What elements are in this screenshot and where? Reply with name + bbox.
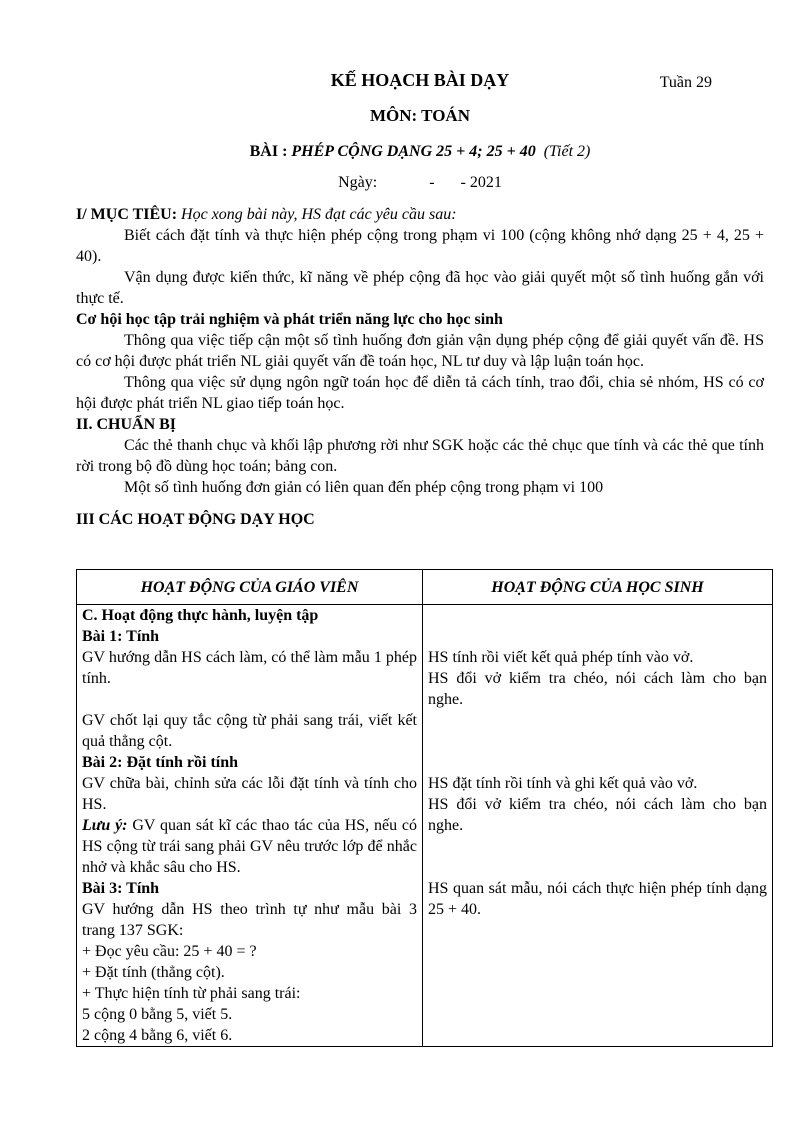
note-text: GV quan sát kĩ các thao tác của HS, nếu có HS cộng từ trái sang phải GV nêu trước lớp để nhắc nhở và khắc sâu cho HS. — [82, 817, 418, 876]
student-step: HS đổi vở kiểm tra chéo, nói cách làm cho bạn nghe. — [428, 670, 767, 708]
practice-heading: C. Hoạt động thực hành, luyện tập — [82, 607, 319, 624]
teacher-step: + Thực hiện tính từ phải sang trái: — [82, 985, 301, 1002]
page-title: KẾ HOẠCH BÀI DẠY — [330, 70, 510, 90]
lesson-prefix: BÀI : — [249, 143, 292, 160]
student-activities-cell — [423, 605, 773, 1047]
activities-heading: III CÁC HOẠT ĐỘNG DẠY HỌC — [76, 511, 315, 528]
date-separator: - — [429, 174, 435, 191]
preparation-paragraph: Các thẻ thanh chục và khối lập phương rời như SGK hoặc các thẻ chục que tính và các thẻ que tính rời trong bộ đồ dùng học toán; bảng con. — [76, 437, 764, 475]
teacher-step: 2 cộng 4 bằng 6, viết 6. — [82, 1027, 233, 1044]
preparation-paragraph: Một số tình huống đơn giản có liên quan đến phép cộng trong phạm vi 100 — [124, 479, 604, 496]
teacher-step: GV chữa bài, chỉnh sửa các lỗi đặt tính và tính cho HS. — [82, 775, 417, 813]
exercise-2-title: Bài 2: Đặt tính rồi tính — [82, 754, 239, 771]
teacher-step: GV hướng dẫn HS cách làm, có thể làm mẫu 1 phép tính. — [82, 649, 417, 687]
teacher-activities-cell — [77, 605, 423, 1047]
week-label: Tuần 29 — [659, 74, 712, 91]
student-step: HS đổi vở kiểm tra chéo, nói cách làm cho bạn nghe. — [428, 796, 767, 834]
lesson-title — [76, 141, 764, 162]
lesson-period: (Tiết 2) — [543, 143, 591, 160]
student-column-header: HOẠT ĐỘNG CỦA HỌC SINH — [423, 570, 773, 605]
competency-heading: Cơ hội học tập trải nghiệm và phát triển năng lực cho học sinh — [76, 311, 503, 328]
teacher-note — [82, 815, 417, 878]
teacher-step: GV chốt lại quy tắc cộng từ phải sang trái, viết kết quả thẳng cột. — [82, 712, 417, 750]
exercise-1-title: Bài 1: Tính — [82, 628, 160, 645]
table-row — [77, 605, 773, 1047]
objectives-heading-line — [76, 204, 764, 225]
student-step: HS tính rồi viết kết quả phép tính vào vở. — [428, 649, 694, 666]
objectives-intro: Học xong bài này, HS đạt các yêu cầu sau: — [181, 206, 457, 223]
objective-paragraph: Vận dụng được kiến thức, kĩ năng về phép cộng đã học vào giải quyết một số tình huống gắn với thực tế. — [76, 269, 764, 307]
date-label: Ngày: — [338, 174, 378, 191]
activities-table — [76, 569, 773, 1047]
teacher-step: GV hướng dẫn HS theo trình tự như mẫu bài 3 trang 137 SGK: — [82, 901, 417, 939]
lesson-name: PHÉP CỘNG DẠNG 25 + 4; 25 + 40 — [291, 143, 536, 160]
teacher-step: 5 cộng 0 bằng 5, viết 5. — [82, 1006, 233, 1023]
teacher-step: + Đặt tính (thẳng cột). — [82, 964, 225, 981]
competency-paragraph: Thông qua việc tiếp cận một số tình huống đơn giản vận dụng phép cộng để giải quyết vấn đề. HS có cơ hội được phát triển NL giải quyết vấn đề toán học, NL tư duy và lập luận toán học. — [76, 332, 764, 370]
date-line — [76, 172, 764, 193]
competency-paragraph: Thông qua việc sử dụng ngôn ngữ toán học để diễn tả cách tính, trao đổi, chia sẻ nhóm, HS có cơ hội được phát triển NL giao tiếp toán học. — [76, 374, 764, 412]
student-step: HS quan sát mẫu, nói cách thực hiện phép tính dạng 25 + 40. — [428, 880, 767, 918]
subject-title: MÔN: TOÁN — [370, 106, 470, 125]
table-header-row — [77, 570, 773, 605]
objectives-heading: I/ MỤC TIÊU: — [76, 206, 178, 223]
teacher-column-header: HOẠT ĐỘNG CỦA GIÁO VIÊN — [77, 570, 423, 605]
objective-paragraph: Biết cách đặt tính và thực hiện phép cộng trong phạm vi 100 (cộng không nhớ dạng 25 + 4, 25 + 40). — [76, 227, 764, 265]
note-label: Lưu ý: — [82, 817, 128, 834]
lesson-body — [76, 204, 764, 530]
student-step: HS đặt tính rồi tính và ghi kết quả vào vở. — [428, 775, 698, 792]
exercise-3-title: Bài 3: Tính — [82, 880, 160, 897]
teacher-step: + Đọc yêu cầu: 25 + 40 = ? — [82, 943, 257, 960]
preparation-heading: II. CHUẨN BỊ — [76, 416, 177, 433]
date-year: - 2021 — [460, 174, 502, 191]
